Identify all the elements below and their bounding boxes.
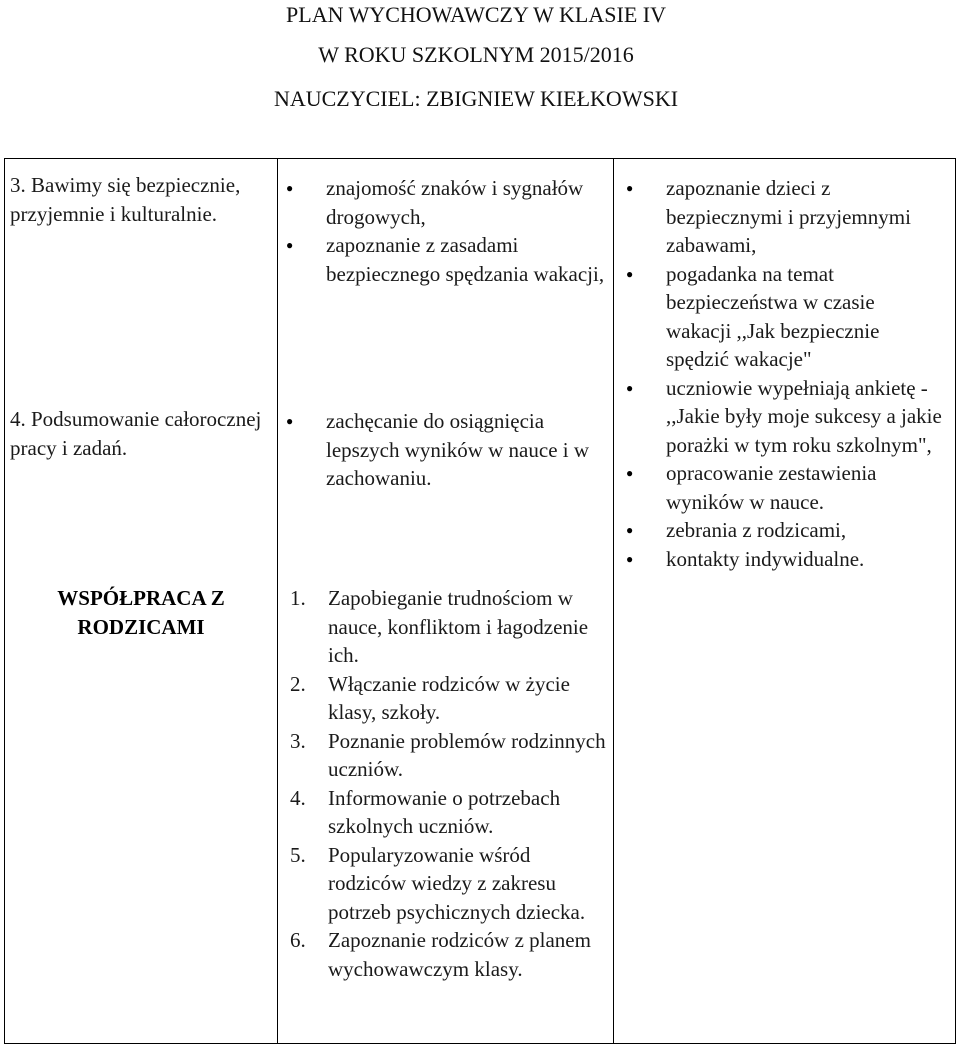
column-divider — [277, 158, 278, 1044]
list-item: ● pogadanka na temat bezpieczeństwa w czasie wakacji ,,Jak bezpiecznie spędzić wakacje" — [626, 260, 944, 374]
numbered-item: 3. Poznanie problemów rodzinnych uczniów. — [290, 728, 606, 781]
list-item: ● zachęcanie do osiągnięcia lepszych wyników w nauce i w zachowaniu. — [286, 407, 612, 493]
list-item: ● zebrania z rodzicami, — [626, 516, 944, 545]
list-item: ● zapoznanie z zasadami bezpiecznego spędzania wakacji, — [286, 231, 612, 288]
numbered-item: 4. Informowanie o potrzebach szkolnych uczniów. — [290, 785, 561, 838]
list-item: ● opracowanie zestawienia wyników w nauce. — [626, 459, 944, 516]
school-year: W ROKU SZKOLNYM 2015/2016 — [318, 42, 634, 67]
list-item: ● kontakty indywidualne. — [626, 545, 944, 574]
numbered-item: 1. Zapobieganie trudnościom w nauce, konfliktom i łagodzenie ich. — [290, 586, 589, 667]
list-item: ● uczniowie wypełniają ankietę - ,,Jakie były moje sukcesy a jakie porażki w tym roku szkolnym", — [626, 374, 944, 460]
goals-column — [286, 174, 612, 288]
list-item: ● zapoznanie dzieci z bezpiecznymi i przyjemnymi zabawami, — [626, 174, 944, 260]
column-divider — [613, 158, 614, 1044]
topic-4: 4. Podsumowanie całorocznej pracy i zadań. — [10, 407, 262, 460]
numbered-item: 2. Włączanie rodziców w życie klasy, szkoły. — [290, 671, 570, 724]
section-parents-cooperation: WSPÓŁPRACA Z RODZICAMI — [57, 586, 225, 639]
numbered-item: 6. Zapoznanie rodziców z planem wychowawczym klasy. — [290, 928, 591, 981]
parents-tasks-list — [286, 584, 612, 983]
plan-title: PLAN WYCHOWAWCZY W KLASIE IV — [286, 2, 666, 27]
methods-column — [626, 174, 944, 573]
teacher-name: NAUCZYCIEL: ZBIGNIEW KIEŁKOWSKI — [273, 86, 679, 111]
goals-column-2 — [286, 407, 612, 493]
numbered-item: 5. Popularyzowanie wśród rodziców wiedzy z zakresu potrzeb psychicznych dziecka. — [290, 842, 586, 924]
list-item: ● znajomość znaków i sygnałów drogowych, — [286, 174, 612, 231]
topic-3: 3. Bawimy się bezpiecznie, przyjemnie i kulturalnie. — [10, 173, 241, 226]
